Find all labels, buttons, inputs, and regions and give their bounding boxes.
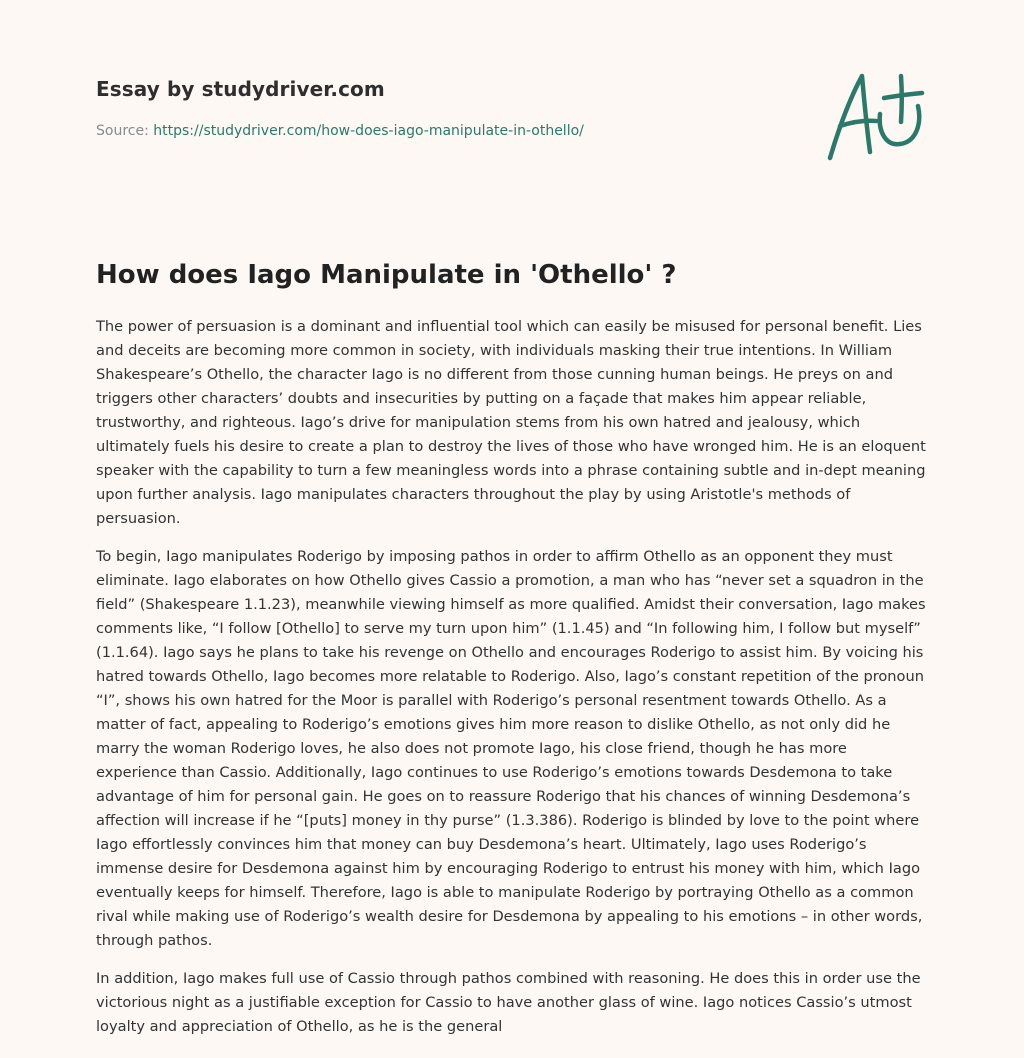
essay-paragraph: To begin, Iago manipulates Roderigo by imposing pathos in order to affirm Othello as an opponent they must eliminate. Iago elaborates on how Othello gives Cassio a promotion, a man who has “never set a squadron in the field” (Shakespeare 1.1.23), meanwhile viewing himself as more qualified. Amidst their conversation, Iago makes comments like, “I follow [Othello] to serve my turn upon him” (1.1.45) and “In following him, I follow but myself” (1.1.64). Iago says he plans to take his revenge on Othello and encourages Roderigo to assist him. By voicing his hatred towards Othello, Iago becomes more relatable to Roderigo. Also, Iago’s constant repetition of the pronoun “I”, shows his own hatred for the Moor is parallel with Roderigo’s personal resentment towards Othello. As a matter of fact, appealing to Roderigo’s emotions gives him more reason to dislike Othello, as not only did he marry the woman Roderigo loves, he also does not promote Iago, his close friend, though he has more experience than Cassio. Additionally, Iago continues to use Roderigo’s emotions towards Desdemona to take advantage of him for personal gain. He goes on to reassure Roderigo that his chances of winning Desdemona’s affection will increase if he “[puts] money in thy purse” (1.3.386). Roderigo is blinded by love to the point where Iago effortlessly convinces him that money can buy Desdemona’s heart. Ultimately, Iago uses Roderigo’s immense desire for Desdemona against him by encouraging Roderigo to entrust his money with him, which Iago eventually keeps for himself. Therefore, Iago is able to manipulate Roderigo by portraying Othello as a common rival while making use of Roderigo’s wealth desire for Desdemona by appealing to his emotions – in other words, through pathos.: [96, 548, 926, 949]
page-header: [96, 74, 936, 141]
essay-body: [96, 315, 932, 1053]
essay-paragraph: In addition, Iago makes full use of Cassio through pathos combined with reasoning. He does this in order use the victorious night as a justifiable exception for Cassio to have another glass of wine. Iago notices Cassio’s utmost loyalty and appreciation of Othello, as he is the general: [96, 970, 921, 1035]
essay-title: How does Iago Manipulate in 'Othello' ?: [96, 260, 677, 290]
source-link[interactable]: https://studydriver.com/how-does-iago-manipulate-in-othello/: [153, 123, 584, 139]
a-plus-logo-icon: [818, 64, 930, 164]
source-label: Source:: [96, 123, 154, 139]
essay-paragraph: The power of persuasion is a dominant and influential tool which can easily be misused for personal benefit. Lies and deceits are becoming more common in society, with individuals masking their true intentions. In William Shakespeare’s Othello, the character Iago is no different from those cunning human beings. He preys on and triggers other characters’ doubts and insecurities by putting on a façade that makes him appear reliable, trustworthy, and righteous. Iago’s drive for manipulation stems from his own hatred and jealousy, which ultimately fuels his desire to create a plan to destroy the lives of those who have wronged him. He is an eloquent speaker with the capability to turn a few meaningless words into a phrase containing subtle and in-dept meaning upon further analysis. Iago manipulates characters throughout the play by using Aristotle's methods of persuasion.: [96, 318, 926, 527]
source-line: [96, 121, 936, 141]
site-title: Essay by studydriver.com: [96, 77, 385, 101]
